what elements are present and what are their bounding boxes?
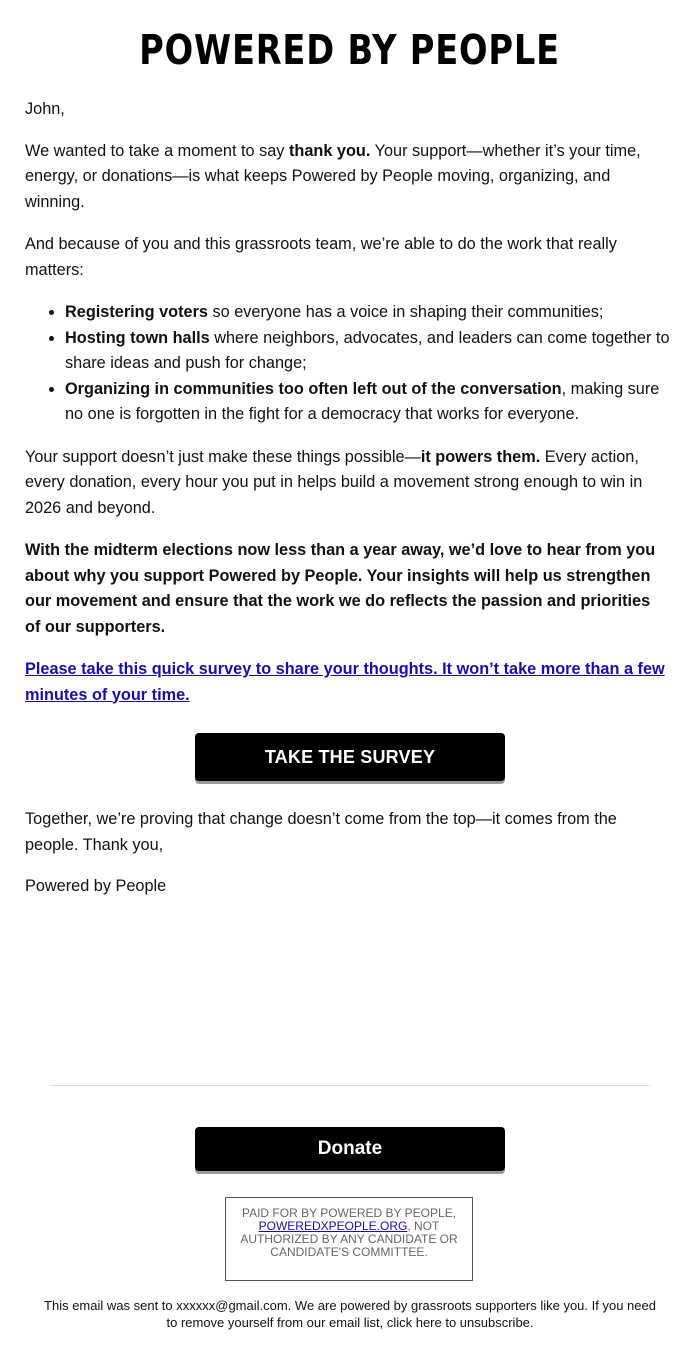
- take-survey-button[interactable]: TAKE THE SURVEY: [195, 733, 505, 781]
- survey-link[interactable]: Please take this quick survey to share your thoughts. It won’t take more than a few minutes of your time.: [25, 660, 665, 704]
- work-list: [25, 300, 670, 428]
- list-item: [65, 300, 670, 326]
- survey-link-paragraph: [25, 657, 670, 708]
- list-item-text: so everyone has a voice in shaping their communities;: [207, 303, 604, 321]
- paid-for-disclaimer: [225, 1197, 473, 1281]
- donate-button[interactable]: Donate: [195, 1127, 505, 1171]
- p3-before: Your support doesn’t just make these things possible—: [25, 447, 421, 466]
- p3-after: Every action, every donation, every hour you put in helps build a movement strong enough to win in 2026 and beyond.: [25, 447, 643, 517]
- p1-bold: thank you.: [288, 141, 371, 160]
- closing-section: [25, 807, 670, 900]
- list-item-text: where neighbors, advocates, and leaders can come together to share ideas and push for change;: [65, 328, 670, 372]
- paragraph-midterms: With the midterm elections now less than a year away, we’d love to hear from you about why you support Powered by People. Your insights will help us strengthen our movement and ensure that the work we do reflects the passion and priorities of our supporters.: [25, 541, 656, 636]
- divider: [50, 1085, 650, 1086]
- paragraph-thank-you: [25, 139, 670, 216]
- list-item-bold: Organizing in communities too often left out of the conversation: [65, 379, 562, 398]
- survey-button-container: [0, 733, 700, 781]
- donate-button-container: [0, 1127, 700, 1171]
- p1-after: Your support—whether it’s your time, energy, or donations—is what keeps Powered by People moving, organizing, and winning.: [25, 141, 641, 211]
- p1-before: We wanted to take a moment to say: [25, 141, 289, 160]
- list-item-text: , making sure no one is forgotten in the fight for a democracy that works for everyone.: [65, 379, 660, 423]
- list-item: [65, 326, 670, 377]
- closing-paragraph: Together, we’re proving that change doesn’t come from the top—it comes from the people. Thank you,: [25, 810, 617, 854]
- disclaimer-text: PAID FOR BY POWERED BY PEOPLE,: [241, 1206, 457, 1220]
- paragraph-support: [25, 445, 670, 522]
- logo: [0, 26, 700, 74]
- greeting: John,: [25, 100, 65, 118]
- paragraph-work-intro: And because of you and this grassroots team, we’re able to do the work that really matters:: [25, 235, 617, 279]
- logo-text: POWERED BY PEOPLE: [139, 26, 561, 74]
- disclaimer-text-end: , NOT AUTHORIZED BY ANY CANDIDATE OR CANDIDATE'S COMMITTEE.: [240, 1219, 458, 1259]
- email-body: [25, 97, 670, 725]
- list-item-bold: Registering voters: [65, 303, 208, 321]
- footer-notice: This email was sent to xxxxxx@gmail.com. We are powered by grassroots supporters like you. If you need to remove yourself from our email list, click here to unsubscribe.: [44, 1298, 656, 1330]
- list-item: [65, 377, 670, 428]
- disclaimer-website-link[interactable]: POWEREDXPEOPLE.ORG: [258, 1219, 408, 1233]
- signature: Powered by People: [25, 877, 167, 895]
- list-item-bold: Hosting town halls: [65, 328, 210, 347]
- p3-bold: it powers them.: [420, 447, 541, 466]
